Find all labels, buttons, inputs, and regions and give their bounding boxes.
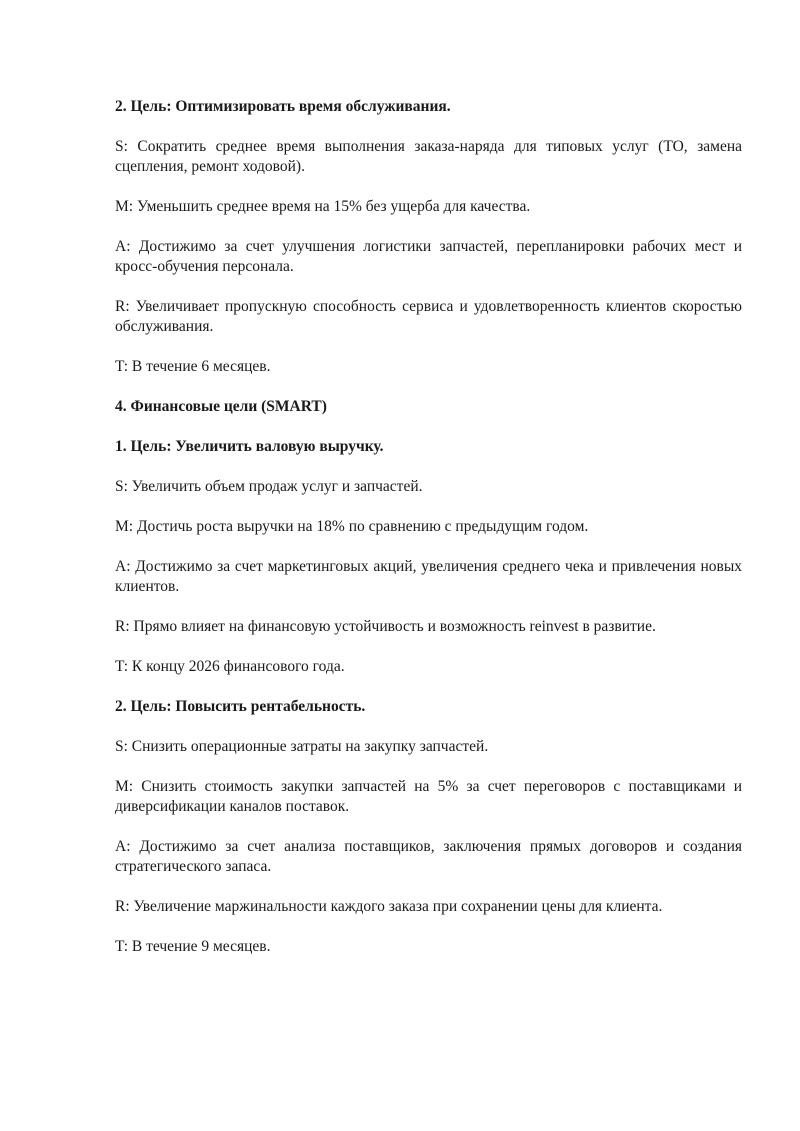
goal-heading-revenue: 1. Цель: Увеличить валовую выручку.	[115, 438, 384, 455]
paragraph-achievable: A: Достижимо за счет анализа поставщиков, заключения прямых договоров и создания стратегического запаса.	[115, 838, 742, 875]
paragraph-specific: S: Сократить среднее время выполнения заказа-наряда для типовых услуг (ТО, замена сцепления, ремонт ходовой).	[115, 138, 742, 175]
paragraph-specific: S: Увеличить объем продаж услуг и запчастей.	[115, 478, 423, 495]
document-content	[115, 97, 742, 957]
goal-heading-service-time: 2. Цель: Оптимизировать время обслуживания.	[115, 98, 451, 115]
paragraph-relevant: R: Увеличение маржинальности каждого заказа при сохранении цены для клиента.	[115, 898, 663, 915]
paragraph-measurable: M: Достичь роста выручки на 18% по сравнению с предыдущим годом.	[115, 518, 589, 535]
goal-heading-profitability: 2. Цель: Повысить рентабельность.	[115, 698, 366, 715]
paragraph-relevant: R: Прямо влияет на финансовую устойчивость и возможность reinvest в развитие.	[115, 618, 656, 635]
paragraph-measurable: M: Снизить стоимость закупки запчастей на 5% за счет переговоров с поставщиками и диверсификации каналов поставок.	[115, 778, 742, 815]
paragraph-time-bound: T: К концу 2026 финансового года.	[115, 658, 345, 675]
paragraph-measurable: M: Уменьшить среднее время на 15% без ущерба для качества.	[115, 198, 531, 215]
paragraph-specific: S: Снизить операционные затраты на закупку запчастей.	[115, 738, 489, 755]
section-heading-financial-goals: 4. Финансовые цели (SMART)	[115, 398, 327, 415]
paragraph-time-bound: T: В течение 6 месяцев.	[115, 358, 271, 375]
paragraph-achievable: A: Достижимо за счет улучшения логистики запчастей, перепланировки рабочих мест и кросс-обучения персонала.	[115, 238, 742, 275]
paragraph-achievable: A: Достижимо за счет маркетинговых акций, увеличения среднего чека и привлечения новых клиентов.	[115, 558, 742, 595]
paragraph-time-bound: T: В течение 9 месяцев.	[115, 938, 271, 955]
paragraph-relevant: R: Увеличивает пропускную способность сервиса и удовлетворенность клиентов скоростью обслуживания.	[115, 298, 742, 335]
